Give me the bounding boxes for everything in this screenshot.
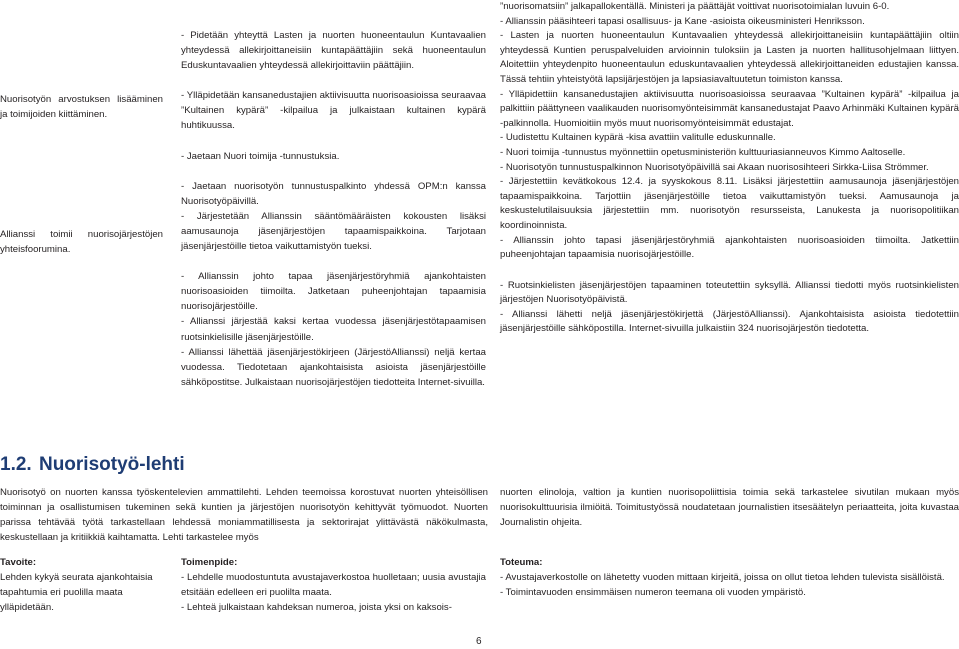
result-item: - Uudistettu Kultainen kypärä -kisa avattiin valitulle eduskunnalle. (500, 132, 776, 144)
result-item: - Järjestettiin kevätkokous 12.4. ja syyskokous 8.11. Lisäksi järjestettiin aamusaunoja jäsenjärjestöjen tapaamispaikkoina. Tarjottiin jäsenjärjestöille tietoa vaikuttamistyön tueksi. Aamusaunoja ja keskustelutilaisuuksia järjestettiin mm. nuorisotyön resursseista, Lanukesta ja nuorisopolitiikan koordinoinnista. (500, 176, 959, 231)
section-intro-left (0, 485, 488, 545)
measure-item: - Lehdelle muodostuntuta avustajaverkostoa huolletaan; uusia avustajia etsitään edelleen eri puolilta maata. (181, 572, 486, 599)
measure-label: Toimenpide: (181, 557, 238, 568)
action-item: - Järjestetään Allianssin sääntömääräisten kokousten lisäksi aamusaunoja jäsenjärjestöjen tapaamispaikkoina. Tarjotaan jäsenjärjestöille tietoa vaikuttamistyön tueksi. (181, 210, 486, 253)
outcome-item: - Toimintavuoden ensimmäisen numeron teemana oli vuoden ympäristö. (500, 587, 806, 599)
page-number: 6 (476, 636, 482, 647)
action-item: - Ylläpidetään kansanedustajien aktiivisuutta nuorisoasioissa seuraavaa ”Kultainen kypärä” -kilpailua ja julkaistaan kultainen kypärä huhtikuussa. (181, 90, 486, 132)
right-column (500, 0, 959, 337)
result-item: - Lasten ja nuorten huoneentaulun Kuntavaalien yhteydessä allekirjoittaneisiin kuntapäättäjiin oltiin yhteydessä Kuntien peruspalveluiden arvioinnin tuloksiin ja Lasten ja nuorten hallitusohjelmaan liittyen. Aloitettiin yhteydenpito huoneentaulun eduskuntavaalien yhteydessä allekirjoittaneiden edustajien kanssa. Tässä tehtiin yhteistyötä lapsijärjestöjen ja lapsiasiavaltuutetun toimiston kanssa. (500, 30, 959, 85)
goal-block (0, 555, 163, 615)
left-column-goal-1: Nuorisotyön arvostuksen lisääminen ja toimijoiden kiittäminen. (0, 94, 163, 121)
measure-block (181, 555, 486, 615)
goal-text: Lehden kykyä seurata ajankohtaisia tapahtumia eri puolilla maata ylläpidetään. (0, 572, 153, 614)
outcome-label: Toteuma: (500, 557, 543, 568)
result-item: - Ylläpidettiin kansanedustajien aktiivisuutta nuorisoasioissa seuraavaa ”Kultainen kypärä” -kilpailua ja palkittiin päättyneen vaalikauden nuorisomyönteisimmät kansanedustajat Paavo Arhinmäki Kultainen kypärä -palkinnolla. Huomioitiin myös muut nuorisomyönteisimmät edustajat. (500, 88, 959, 129)
left-column (0, 92, 163, 257)
action-item: - Allianssin johto tapaa jäsenjärjestöryhmiä ajankohtaisten nuorisoasioiden tiimoilta. Jatketaan puheenjohtajan tapaamisia nuorisojärjestöille. (181, 271, 486, 313)
action-item: - Pidetään yhteyttä Lasten ja nuorten huoneentaulun Kuntavaalien yhteydessä allekirjoittaneisiin kuntapäättäjiin sekä huoneentaulun Eduskuntavaalien yhteydessä allekirjoittaviin päättäjiin. (181, 30, 486, 72)
left-column-goal-2: Allianssi toimii nuorisojärjestöjen yhteisfoorumina. (0, 229, 163, 256)
measure-item: - Lehteä julkaistaan kahdeksan numeroa, joista yksi on kaksois- (181, 602, 452, 614)
action-item: - Allianssi lähettää jäsenjärjestökirjeen (JärjestöAllianssi) neljä kertaa vuodessa. Tiedotetaan ajankohtaisista asioista jäsenjärjestöille sähköpostitse. Julkaistaan nuorisojärjestöjen tiedotteita Internet-sivuilla. (181, 346, 486, 388)
goal-label: Tavoite: (0, 557, 37, 568)
section-intro-text: nuorten elinoloja, valtion ja kuntien nuorisopoliittisia toimia sekä tarkastelee sivutilan mukaan myös nuorisokulttuurisia ilmiöitä. Toimitustyössä noudatetaan journalistien itsesäätelyn periaatteita, joita kuvastaa Journalistin ohjeita. (500, 487, 959, 529)
section-intro-right (500, 485, 959, 530)
section-intro-text: Nuorisotyö on nuorten kanssa työskentelevien ammattilehti. Lehden teemoissa korostuvat nuorten yhteisöllisen toiminnan ja osallistumisen tukeminen sekä kuntien ja järjestöjen nuorisotyön kehittyvät työmuodot. Nuorten parissa tehtävää työtä tarkastellaan lehdessä moniammatillisesta ja sektorirajat ylittävästä näkökulmasta, keskustellaan ja kritiikkiä kaihtamatta. Lehti tarkastelee myös (0, 487, 488, 544)
section-heading (0, 453, 185, 477)
action-item: - Jaetaan Nuori toimija -tunnustuksia. (181, 150, 340, 162)
outcome-block (500, 555, 959, 600)
result-item: - Ruotsinkielisten jäsenjärjestöjen tapaaminen toteutettiin syksyllä. Allianssi tiedotti myös ruotsinkielisten järjestöjen Nuorisotyöpäivistä. (500, 279, 959, 306)
result-item: - Allianssin johto tapasi jäsenjärjestöryhmiä ajankohtaisten nuorisoasioiden tiimoilta. Jatkettiin puheenjohtajan tapaamisia nuorisojärjestöille. (500, 234, 959, 261)
section-number: 1.2. (0, 454, 32, 475)
result-item: - Nuorisotyön tunnustuspalkinnon Nuorisotyöpäivillä sai Akaan nuorisosihteeri Sirkka-Liisa Strömmer. (500, 161, 929, 173)
result-item: - Nuori toimija -tunnustus myönnettiin opetusministeriön kulttuuriasianneuvos Kimmo Aaltoselle. (500, 146, 906, 158)
action-item: - Jaetaan nuorisotyön tunnustuspalkinto yhdessä OPM:n kanssa Nuorisotyöpäivillä. (181, 180, 486, 207)
result-item: ”nuorisomatsiin” jalkapallokentällä. Ministeri ja päättäjät voittivat nuorisotoimialan luvuin 6-0. (500, 1, 890, 12)
outcome-item: - Avustajaverkostolle on lähetetty vuoden mittaan kirjeitä, joissa on ollut tietoa lehden tulevista sisällöistä. (500, 572, 945, 584)
result-item: - Allianssi lähetti neljä jäsenjärjestökirjettä (JärjestöAllianssi). Ajankohtaisista asioista tiedotettiin jäsenjärjestöille sähköpostilla. Internet-sivuilla julkaistiin 324 nuorisojärjestön tiedotetta. (500, 308, 959, 335)
result-item: - Allianssin pääsihteeri tapasi osallisuus- ja Kane -asioista oikeusministeri Henriksson. (500, 15, 865, 27)
action-item: - Allianssi järjestää kaksi kertaa vuodessa jäsenjärjestötapaamisen ruotsinkielisille jäsenjärjestöille. (181, 316, 486, 343)
middle-column (181, 28, 486, 390)
section-title: Nuorisotyö-lehti (38, 454, 185, 475)
